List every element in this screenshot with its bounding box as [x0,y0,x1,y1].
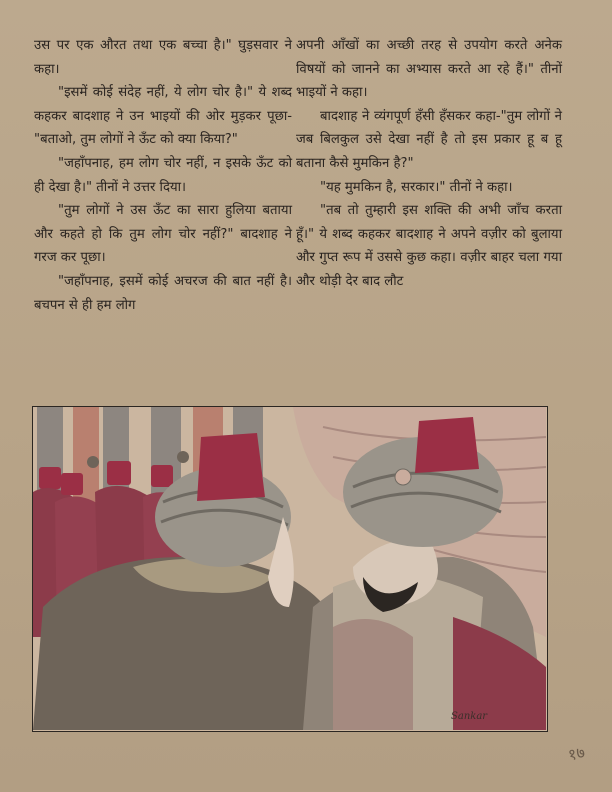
paragraph: "यह मुमकिन है, सरकार।" तीनों ने कहा। [320,179,513,195]
illustration-art [33,407,546,730]
artist-signature: Sankar [451,711,488,722]
left-text-column [34,34,292,317]
story-illustration [32,406,548,732]
paragraph: बादशाह ने व्यंगपूर्ण हँसी हँसकर कहा-"तुम लोगों ने जब बिलकुल उसे देखा नहीं है तो इस प्रकार हू ब हू बताना कैसे मुमकिन है?" [296,108,562,171]
page-number: १७ [566,742,587,765]
paragraph: अपनी आँखों का अच्छी तरह से उपयोग करते अनेक विषयों को जानने का अभ्यास करते आ रहे हैं।" तीनों भाइयों ने कहा। [296,38,562,101]
paragraph: "तुम लोगों ने उस ऊँट का सारा हुलिया बताया और कहते हो कि तुम लोग चोर नहीं?" बादशाह ने गरज कर पूछा। [34,203,292,266]
paragraph: "जहाँपनाह, हम लोग चोर नहीं, न इसके ऊँट को ही देखा है।" तीनों ने उत्तर दिया। [34,155,292,195]
right-text-column [296,34,562,294]
paragraph: "तब तो तुम्हारी इस शक्ति की अभी जाँच करता हूँ।" ये शब्द कहकर बादशाह ने अपने वज़ीर को बुलाया और गुप्त रूप में उससे कुछ कहा। वज़ीर बाहर चला गया और थोड़ी देर बाद लौट [296,203,562,289]
paragraph: "जहाँपनाह, इसमें कोई अचरज की बात नहीं है। बचपन से ही हम लोग [34,273,292,313]
paragraph: उस पर एक औरत तथा एक बच्चा है।" घुड़सवार ने कहा। [34,38,292,77]
paragraph: "इसमें कोई संदेह नहीं, ये लोग चोर है।" ये शब्द कहकर बादशाह ने उन भाइयों की ओर मुड़कर पूछा-"बताओ, तुम लोगों ने ऊँट को क्या किया?" [34,85,292,148]
